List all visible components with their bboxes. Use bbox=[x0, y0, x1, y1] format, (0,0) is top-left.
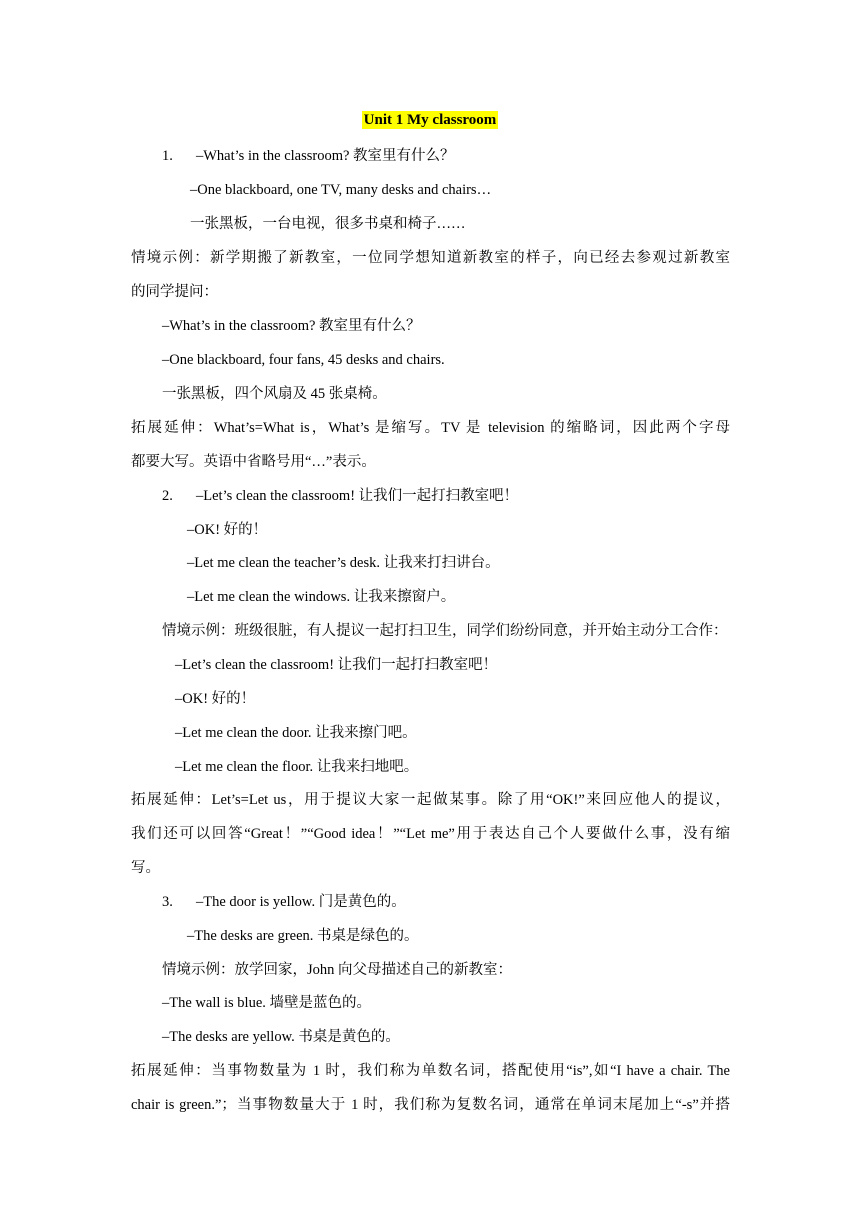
item-2-prompt bbox=[162, 486, 518, 506]
item-1-scenario-line-1: 情境示例：新学期搬了新教室，一位同学想知道新教室的样子，向已经去参观过新教室 bbox=[131, 250, 730, 266]
item-1-example-zh: 一张黑板，四个风扇及 45 张桌椅。 bbox=[162, 386, 387, 402]
document-title-block bbox=[0, 111, 860, 129]
item-2-reply-desk: –Let me clean the teacher’s desk. 让我来打扫讲台。 bbox=[187, 555, 500, 571]
item-3-extension-line-1: 拓展延伸：当事物数量为 1 时，我们称为单数名词，搭配使用“is”,如“I have a chair. The bbox=[131, 1063, 730, 1079]
item-1-extension-line-1: 拓展延伸：What’s=What is，What’s 是缩写。TV 是 television 的缩略词，因此两个字母 bbox=[131, 420, 730, 436]
item-1-scenario-line-2: 的同学提问： bbox=[131, 284, 218, 300]
line-text: –Let’s clean the classroom! 让我们一起打扫教室吧！ bbox=[196, 488, 519, 504]
document-title: Unit 1 My classroom bbox=[363, 112, 497, 128]
item-2-extension-line-3: 写。 bbox=[131, 860, 160, 876]
line-text: –The door is yellow. 门是黄色的。 bbox=[196, 894, 406, 910]
item-3-example-desks: –The desks are yellow. 书桌是黄色的。 bbox=[162, 1029, 400, 1045]
item-3-statement-door bbox=[162, 892, 406, 912]
item-2-reply-ok: –OK! 好的！ bbox=[187, 522, 268, 538]
item-number: 2. bbox=[162, 488, 173, 504]
item-1-answer-en: –One blackboard, one TV, many desks and chairs… bbox=[190, 182, 492, 198]
item-3-example-wall: –The wall is blue. 墙壁是蓝色的。 bbox=[162, 995, 372, 1011]
item-1-question bbox=[162, 146, 455, 166]
item-2-extension-line-2: 我们还可以回答“Great！”“Good idea！”“Let me”用于表达自己个人要做什么事，没有缩 bbox=[131, 826, 730, 842]
item-2-example-prompt: –Let’s clean the classroom! 让我们一起打扫教室吧！ bbox=[175, 657, 498, 673]
item-1-answer-zh: 一张黑板，一台电视，很多书桌和椅子…… bbox=[190, 216, 466, 232]
item-1-example-a: –One blackboard, four fans, 45 desks and chairs. bbox=[162, 352, 445, 368]
item-2-scenario: 情境示例：班级很脏，有人提议一起打扫卫生，同学们纷纷同意，并开始主动分工合作： bbox=[162, 623, 728, 639]
item-number: 1. bbox=[162, 148, 173, 164]
item-number: 3. bbox=[162, 894, 173, 910]
item-2-extension-line-1: 拓展延伸：Let’s=Let us，用于提议大家一起做某事。除了用“OK!”来回应他人的提议， bbox=[131, 792, 730, 808]
item-3-scenario: 情境示例：放学回家，John 向父母描述自己的新教室： bbox=[162, 962, 513, 978]
item-2-example-door: –Let me clean the door. 让我来擦门吧。 bbox=[175, 725, 417, 741]
item-3-statement-desks: –The desks are green. 书桌是绿色的。 bbox=[187, 928, 419, 944]
item-3-extension-line-2: chair is green.”；当事物数量大于 1 时，我们称为复数名词，通常在单词末尾加上“-s”并搭 bbox=[131, 1097, 730, 1113]
line-text: –What’s in the classroom? 教室里有什么？ bbox=[196, 148, 455, 164]
item-2-example-ok: –OK! 好的！ bbox=[175, 691, 256, 707]
item-1-example-q: –What’s in the classroom? 教室里有什么？ bbox=[162, 318, 421, 334]
item-2-reply-windows: –Let me clean the windows. 让我来擦窗户。 bbox=[187, 589, 456, 605]
item-2-example-floor: –Let me clean the floor. 让我来扫地吧。 bbox=[175, 759, 419, 775]
item-1-extension-line-2: 都要大写。英语中省略号用“…”表示。 bbox=[131, 454, 376, 470]
